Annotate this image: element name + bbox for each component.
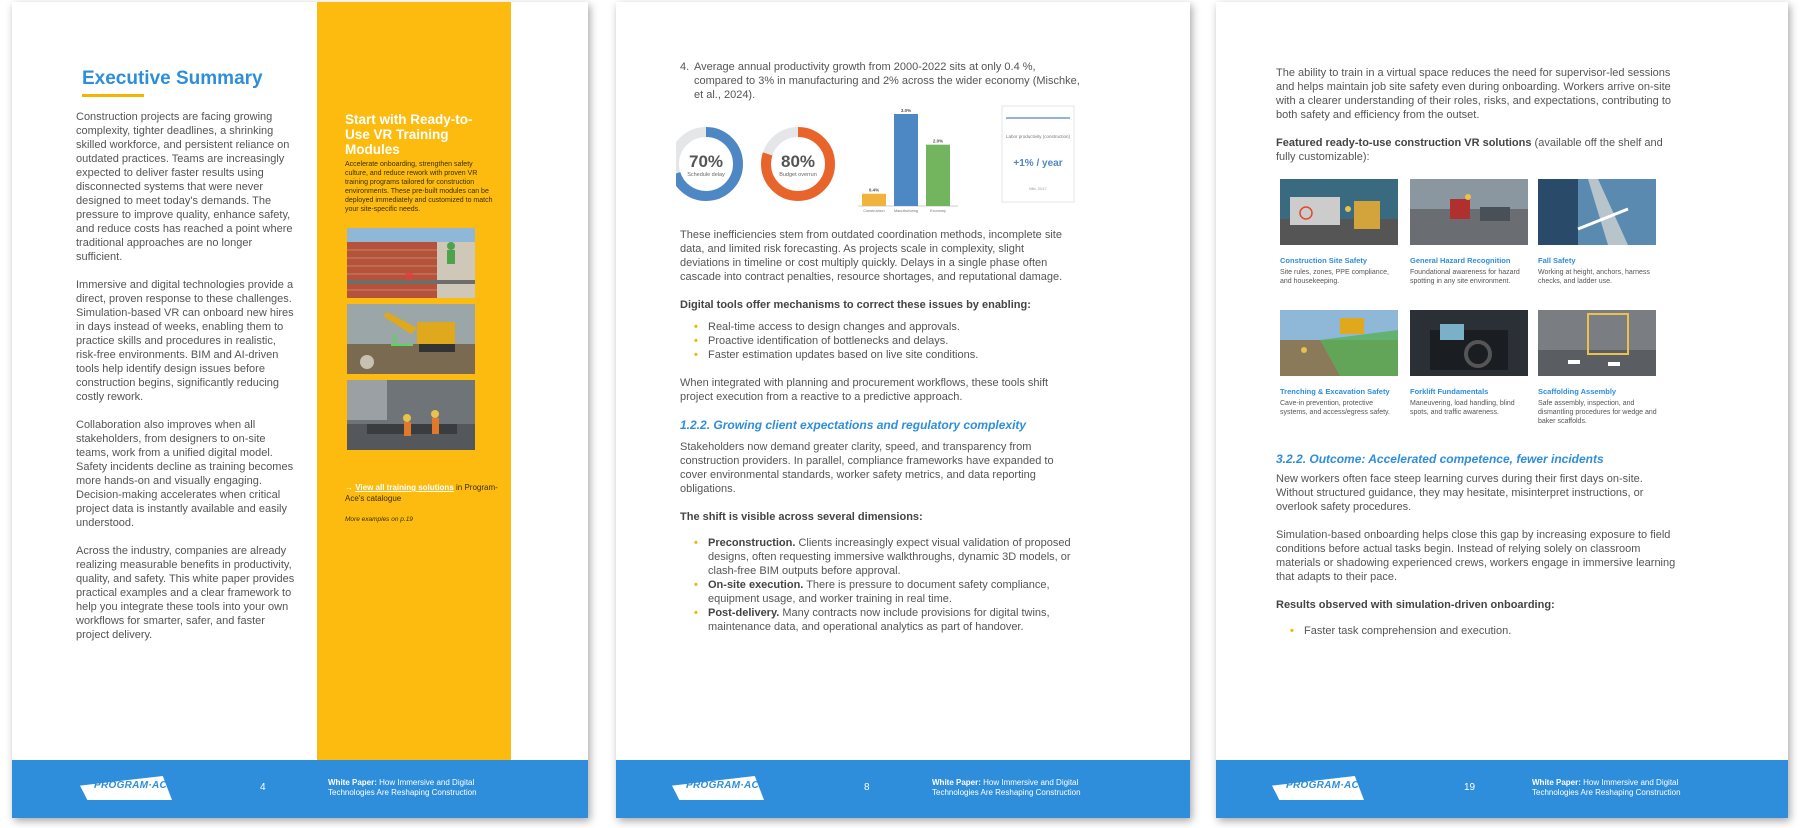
card-title: Trenching & Excavation Safety — [1280, 387, 1390, 396]
section-heading: 3.2.2. Outcome: Accelerated competence, fewer incidents — [1276, 452, 1604, 466]
featured-bold: Featured ready-to-use construction VR solutions — [1276, 137, 1532, 149]
page8-body — [680, 228, 1074, 634]
list-number: 4. — [680, 61, 690, 73]
card-desc: Working at height, anchors, harness checks, and ladder use. — [1538, 269, 1650, 285]
labor-productivity-card — [1002, 106, 1074, 202]
donut-caption: Schedule delay — [687, 172, 725, 178]
page-footer — [12, 760, 588, 818]
featured-line — [1276, 136, 1676, 164]
page19-intro — [1276, 66, 1676, 178]
footer-title-rest: How Immersive and Digital Technologies Are Reshaping Construction — [932, 778, 1081, 797]
card-image-fall-safety — [1538, 179, 1656, 245]
dimensions-list — [680, 536, 1074, 634]
dimension-text: There is pressure to document safety compliance, equipment usage, and worker training in real time. — [708, 579, 1050, 605]
summary-paragraph: Across the industry, companies are already realizing measurable benefits in productivity, quality, and safety. This white paper provides practical examples and a clear framework to help you integrate these tools into your own workflows for smarter, safer, and faster project delivery. — [76, 545, 295, 641]
vr-thumbnail-trench — [347, 380, 475, 450]
summary-paragraph: Collaboration also improves when all stakeholders, from designers to on-site teams, work from a unified digital model. Safety incidents decline as training becomes more hands-on and visually engaging. Decision-making accelerates when critical project data is instantly available and easily understood. — [76, 419, 294, 529]
card-title: Fall Safety — [1538, 256, 1576, 265]
digital-tools-list — [680, 320, 1074, 362]
page-number: 4 — [260, 782, 266, 793]
productivity-bar-chart — [858, 108, 958, 213]
featured-rest: (available off the shelf and fully customizable): — [1276, 137, 1663, 163]
donut-value-label: 80% — [780, 152, 816, 171]
dimension-term: On-site execution. — [708, 579, 804, 591]
program-ace-logo — [1272, 776, 1364, 800]
paragraph: When integrated with planning and procurement workflows, these tools shift project execution from a reactive to a predictive approach. — [680, 377, 1049, 403]
page19-outcome — [1276, 452, 1676, 638]
sidebar-intro: Accelerate onboarding, strengthen safety culture, and reduce rework with proven VR training programs tailored for construction environments. These pre-built modules can be deployed immediately and customized to match your site-specific needs. — [345, 161, 493, 213]
summary-paragraph: Immersive and digital technologies provide a direct, proven response to these challenges. Simulation-based VR can onboard new hires in days instead of weeks, enabling them to practice skills and procedures in realistic, risk-free environments. BIM and AI-driven tools help identify design issues before construction begins, significantly reducing costly rework. — [76, 279, 294, 403]
dimension-text: Many contracts now include provisions for digital twins, maintenance data, and operational analytics as part of handover. — [708, 607, 1050, 633]
donut-caption: Budget overrun — [779, 172, 817, 178]
bar — [926, 145, 950, 206]
footer-title-bold: White Paper: — [932, 778, 981, 787]
card-desc: Safe assembly, inspection, and dismantling procedures for wedge and baker scaffolds. — [1538, 400, 1657, 425]
page-number: 8 — [864, 782, 870, 793]
logo-text: PROGRAM·ACE — [686, 780, 766, 791]
bar-category-label: Manufacturing — [893, 209, 919, 213]
summary-paragraph: Construction projects are facing growing complexity, tighter deadlines, a shrinking skilled workforce, and persistent reliance on outdated practices. Teams are increasingly expected to deliver faster results using disconnected systems that were never designed to meet today's demands. The pressure to improve quality, enhance safety, and reduce costs has reached a point where traditional approaches are no longer sufficient. — [76, 111, 293, 263]
page-19 — [1216, 2, 1788, 818]
footer-title — [1532, 778, 1702, 798]
results-list — [1276, 624, 1676, 638]
card-desc: Cave-in prevention, protective systems, and access/egress safety. — [1280, 400, 1390, 416]
list-item-text: Average annual productivity growth from 2000-2022 sits at only 0.4 %, compared to 3% in manufacturing and 2% across the wider economy (Mischke, et al., 2024). — [694, 61, 1080, 101]
vr-modules-sidebar — [317, 2, 511, 760]
view-training-link[interactable] — [345, 482, 505, 504]
bar-value-label: 0.4% — [868, 187, 880, 193]
dimension-term: Preconstruction. — [708, 537, 796, 549]
footer-title-bold: White Paper: — [1532, 778, 1581, 787]
card-desc: Site rules, zones, PPE compliance, and housekeeping. — [1280, 269, 1389, 285]
donut-budget-overrun — [766, 132, 830, 196]
list-item — [680, 536, 1074, 578]
results-heading: Results observed with simulation-driven onboarding: — [1276, 599, 1555, 611]
bar — [894, 114, 918, 206]
card-title: General Hazard Recognition — [1410, 256, 1511, 265]
list-item — [680, 578, 1074, 606]
donut-value-label: 70% — [688, 152, 724, 171]
card-label: Labor productivity (construction) — [1005, 134, 1071, 139]
numbered-item — [680, 60, 1084, 102]
card-image-scaffolding — [1538, 310, 1656, 376]
page-4 — [12, 2, 588, 818]
card-desc: Maneuvering, load handling, blind spots, and traffic awareness. — [1410, 400, 1515, 416]
card-value: +1% / year — [1013, 158, 1063, 169]
statistics-infographic — [676, 104, 1076, 224]
dimension-term: Post-delivery. — [708, 607, 780, 619]
logo-text: PROGRAM·ACE — [1286, 780, 1366, 791]
paragraph: Stakeholders now demand greater clarity, speed, and transparency from construction providers. In parallel, compliance frameworks have expanded to cover environmental standards, worker safety metrics, and data reporting obligations. — [680, 441, 1054, 495]
footer-title-rest: How Immersive and Digital Technologies Are Reshaping Construction — [1532, 778, 1681, 797]
digital-tools-heading: Digital tools offer mechanisms to correct these issues by enabling: — [680, 299, 1031, 311]
vr-thumbnail-excavator — [347, 304, 475, 374]
card-image-site-safety — [1280, 179, 1398, 245]
summary-body — [76, 110, 298, 656]
paragraph: These inefficiencies stem from outdated coordination methods, incomplete site data, and limited risk forecasting. As projects scale in complexity, slight deviations in timeline or cost multiply quickly. Delays in a single phase often cascade into contract penalties, resource shortages, and reputational damage. — [680, 229, 1063, 283]
vr-thumbnail-brick-wall — [347, 228, 475, 298]
view-training-link-text[interactable]: View all training solutions — [355, 483, 454, 492]
bar — [862, 194, 886, 206]
page-number: 19 — [1464, 782, 1476, 793]
page-8 — [616, 2, 1190, 818]
list-item: • Proactive identification of bottlenecks and delays. — [680, 334, 1074, 348]
bar-category-label: Construction — [863, 209, 885, 213]
link-tail: in Program-Ace's catalogue — [345, 483, 498, 503]
card-image-trenching — [1280, 310, 1398, 376]
arrow-right-icon: → — [345, 483, 353, 492]
footer-title — [328, 778, 498, 798]
footer-title-rest: How Immersive and Digital Technologies Are Reshaping Construction — [328, 778, 477, 797]
card-desc: Foundational awareness for hazard spotting in any site environment. — [1410, 269, 1520, 285]
bar-category-label: Economy — [930, 209, 946, 213]
shift-heading: The shift is visible across several dimensions: — [680, 511, 923, 523]
page-footer — [1216, 760, 1788, 818]
card-title: Scaffolding Assembly — [1538, 387, 1617, 396]
card-title: Construction Site Safety — [1280, 256, 1368, 265]
footer-title-bold: White Paper: — [328, 778, 377, 787]
page-footer — [616, 760, 1190, 818]
program-ace-logo — [80, 776, 172, 800]
sidebar-heading: Start with Ready-to-Use VR Training Modules — [345, 112, 473, 157]
card-image-hazard — [1410, 179, 1528, 245]
dimension-text: Clients increasingly expect visual validation of proposed designs, often requesting immersive walkthroughs, dynamic 3D models, or clash-free BIM outputs before approval. — [708, 537, 1071, 577]
card-note: Mkt, 2017 — [1029, 186, 1047, 191]
footer-title — [932, 778, 1102, 798]
paragraph: New workers often face steep learning curves during their first days on-site. Without structured guidance, they may hesitate, misinterpret instructions, or overlook safety procedures. — [1276, 473, 1644, 513]
logo-text: PROGRAM·ACE — [94, 780, 174, 791]
paragraph: The ability to train in a virtual space reduces the need for supervisor-led sessions and helps maintain job site safety even during onboarding. Workers arrive on-site with a clearer understanding of their roles, risks, and expectations, contributing to both safety and efficiency from the outset. — [1276, 67, 1671, 121]
program-ace-logo — [672, 776, 764, 800]
title-underline — [82, 94, 144, 97]
list-item — [680, 606, 1074, 634]
list-item: • Faster task comprehension and execution. — [1276, 624, 1676, 638]
more-examples-note: More examples on p.19 — [345, 516, 413, 523]
bar-value-label: 2.0% — [932, 138, 944, 144]
bar-value-label: 3.0% — [900, 108, 912, 113]
card-title: Forklift Fundamentals — [1410, 387, 1489, 396]
paragraph: Simulation-based onboarding helps close this gap by increasing exposure to field conditions before actual tasks begin. Instead of relying solely on classroom materials or shadowing experienced crews, workers engage in immersive learning that adapts to their pace. — [1276, 529, 1676, 583]
donut-schedule-delay — [676, 132, 738, 196]
list-item: • Real-time access to design changes and approvals. — [680, 320, 1074, 334]
card-image-forklift — [1410, 310, 1528, 376]
section-heading: 1.2.2. Growing client expectations and regulatory complexity — [680, 418, 1027, 432]
page-title: Executive Summary — [82, 68, 263, 89]
list-item: • Faster estimation updates based on live site conditions. — [680, 348, 1074, 362]
